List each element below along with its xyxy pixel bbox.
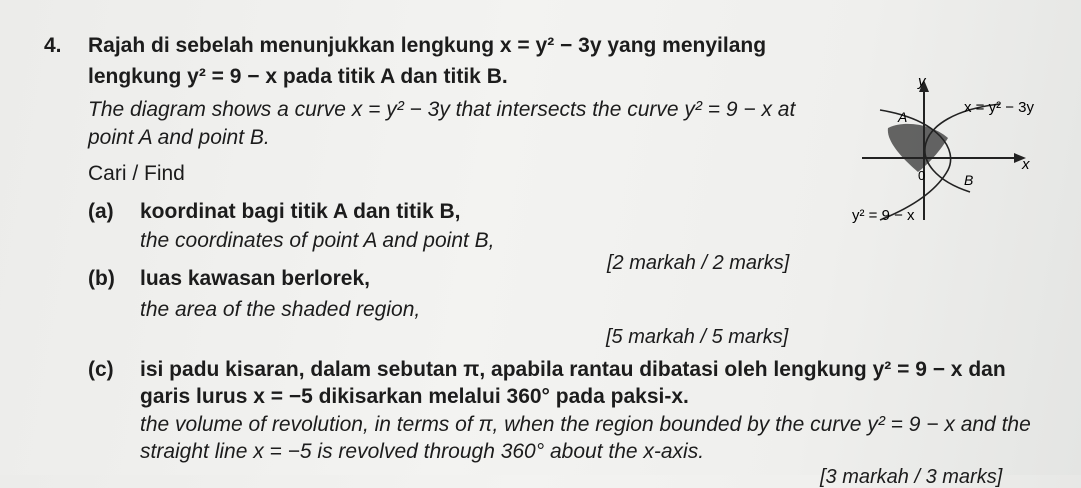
part-b-en: the area of the shaded region, — [140, 298, 421, 321]
part-b-ms: luas kawasan berlorek, — [140, 267, 370, 290]
part-c-ms-line1: isi padu kisaran, dalam sebutan π, apabila rantau dibatasi oleh lengkung y² = 9 − x dan — [140, 358, 1006, 381]
part-c-label: (c) — [88, 358, 114, 381]
origin-label: 0 — [918, 168, 926, 183]
y-axis-label: y — [918, 73, 926, 90]
shaded-region — [888, 124, 948, 172]
question-en-line2: point A and point B. — [88, 126, 270, 149]
part-b-marks: [5 markah / 5 marks] — [606, 326, 789, 348]
part-b-label: (b) — [88, 267, 115, 290]
point-b-label: B — [964, 172, 974, 188]
part-a-ms: koordinat bagi titik A dan titik B, — [140, 200, 461, 223]
part-c-marks: [3 markah / 3 marks] — [820, 466, 1003, 488]
curve2-label: y² = 9 − x — [852, 207, 915, 224]
curve1-label: x = y² − 3y — [964, 99, 1035, 116]
question-ms-line2: lengkung y² = 9 − x pada titik A dan titik B. — [88, 65, 508, 88]
find-label: Cari / Find — [88, 162, 185, 185]
curves-diagram — [840, 70, 1070, 235]
part-a-en: the coordinates of point A and point B, — [140, 229, 495, 252]
question-ms-line1: Rajah di sebelah menunjukkan lengkung x = y² − 3y yang menyilang — [88, 34, 767, 57]
point-a-label: A — [898, 109, 908, 125]
part-c-ms-line2: garis lurus x = −5 dikisarkan melalui 360° pada paksi-x. — [140, 385, 689, 408]
question-number: 4. — [44, 34, 62, 57]
part-a-label: (a) — [88, 200, 114, 223]
part-c-en-line2: straight line x = −5 is revolved through 360° about the x-axis. — [140, 440, 705, 463]
question-en-line1: The diagram shows a curve x = y² − 3y that intersects the curve y² = 9 − x at — [88, 98, 796, 121]
part-a-marks: [2 markah / 2 marks] — [607, 252, 790, 274]
part-c-en-line1: the volume of revolution, in terms of π, when the region bounded by the curve y² = 9 − x and the — [140, 413, 1031, 436]
x-axis-label: x — [1022, 156, 1030, 173]
